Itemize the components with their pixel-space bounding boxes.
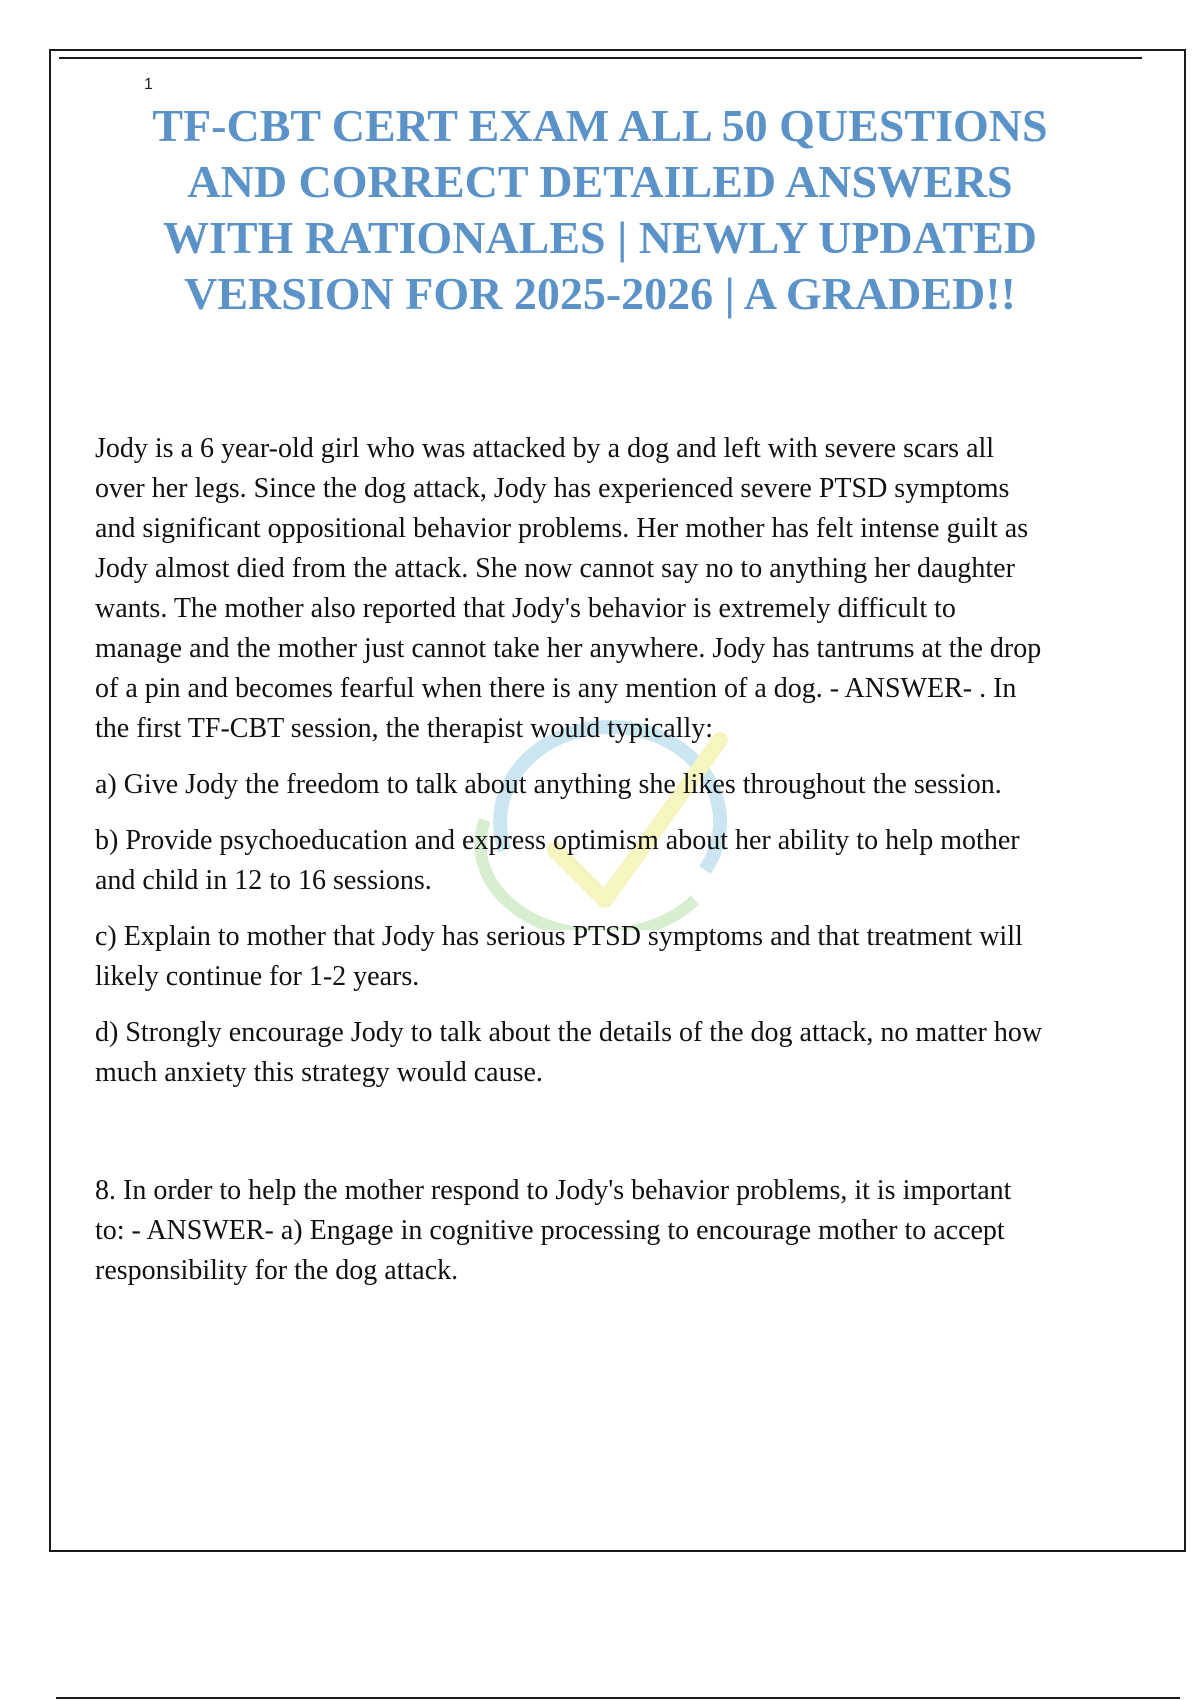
document-title bbox=[60, 98, 1140, 322]
title-line-2: AND CORRECT DETAILED ANSWERS bbox=[187, 156, 1013, 207]
title-line-4: VERSION FOR 2025-2026 | A GRADED!! bbox=[184, 268, 1016, 319]
title-line-1: TF-CBT CERT EXAM ALL 50 QUESTIONS bbox=[152, 100, 1048, 151]
question-8: 8. In order to help the mother respond to Jody's behavior problems, it is important to: - ANSWER- a) Engage in cognitive processing to encourage mother to accept responsibility for the dog attack. bbox=[95, 1175, 1012, 1286]
option-b: b) Provide psychoeducation and express optimism about her ability to help mother and child in 12 to 16 sessions. bbox=[95, 825, 1020, 896]
title-line-3: WITH RATIONALES | NEWLY UPDATED bbox=[162, 212, 1038, 263]
page-number: 1 bbox=[144, 76, 153, 93]
option-d: d) Strongly encourage Jody to talk about the details of the dog attack, no matter how much anxiety this strategy would cause. bbox=[95, 1017, 1043, 1088]
bottom-rule bbox=[56, 1697, 1180, 1699]
exam-content bbox=[95, 429, 1045, 1307]
option-c: c) Explain to mother that Jody has serious PTSD symptoms and that treatment will likely continue for 1-2 years. bbox=[95, 921, 1023, 992]
question-stem: Jody is a 6 year-old girl who was attacked by a dog and left with severe scars all over her legs. Since the dog attack, Jody has experienced severe PTSD symptoms and significant oppositional behavior problems. Her mother has felt intense guilt as Jody almost died from the attack. She now cannot say no to anything her daughter wants. The mother also reported that Jody's behavior is extremely difficult to manage and the mother just cannot take her anywhere. Jody has tantrums at the drop of a pin and becomes fearful when there is any mention of a dog. - ANSWER- . In the first TF-CBT session, the therapist would typically: bbox=[95, 433, 1042, 744]
top-rule bbox=[59, 57, 1142, 59]
option-a: a) Give Jody the freedom to talk about anything she likes throughout the session. bbox=[95, 769, 1002, 800]
